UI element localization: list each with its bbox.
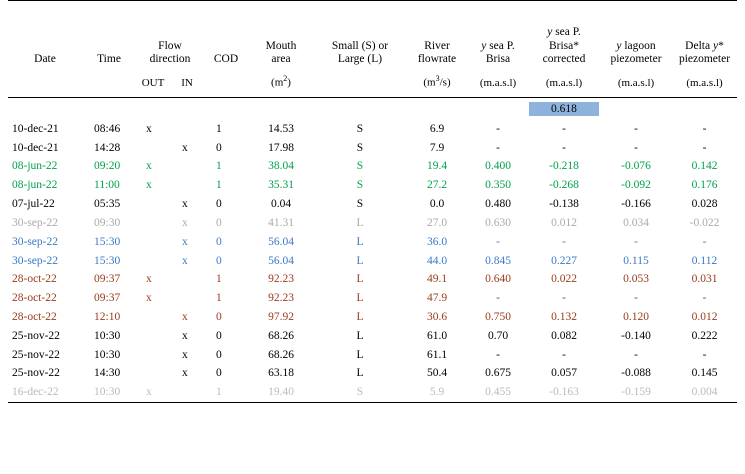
cell-flow-out: x bbox=[146, 292, 152, 305]
cell-y-sea-brisa: - bbox=[496, 141, 500, 154]
cell-y-lagoon: - bbox=[634, 348, 638, 361]
cell-y-sea-brisa: - bbox=[496, 348, 500, 361]
cell-y-sea-brisa: 0.480 bbox=[485, 198, 511, 211]
cell-date: 30-sep-22 bbox=[12, 235, 58, 248]
cell-cod: 1 bbox=[216, 292, 222, 305]
cell-flow-out: x bbox=[146, 179, 152, 192]
cell-river-flowrate: 49.1 bbox=[426, 273, 448, 286]
header-in: IN bbox=[181, 76, 193, 89]
cell-date: 25-nov-22 bbox=[12, 348, 60, 361]
unit-river-flowrate: $(m^3/s)$ bbox=[423, 74, 451, 89]
table-row bbox=[8, 157, 737, 176]
cell-mouth-area: 19.40 bbox=[268, 386, 294, 399]
cell-mouth-area: 68.26 bbox=[268, 348, 294, 361]
cell-mouth-area: 0.04 bbox=[270, 198, 292, 211]
cell-y-lagoon: - bbox=[634, 292, 638, 305]
cell-flow-out bbox=[136, 364, 170, 383]
cell-flow-out bbox=[136, 214, 170, 233]
cell-mouth-area: 38.04 bbox=[268, 160, 294, 173]
cell-cod: 0 bbox=[216, 348, 222, 361]
cell-y-sea-brisa: - bbox=[496, 122, 500, 135]
cell-size: S bbox=[356, 386, 364, 399]
cell-delta-y: 0.028 bbox=[691, 198, 718, 211]
table-row bbox=[8, 195, 737, 214]
cell-y-sea-brisa: 0.845 bbox=[485, 254, 511, 267]
cell-time: 09:30 bbox=[94, 216, 121, 229]
cell-delta-y: 0.112 bbox=[691, 254, 718, 267]
table-row bbox=[8, 120, 737, 139]
cell-cod: 0 bbox=[216, 141, 222, 154]
table-row bbox=[8, 176, 737, 195]
cell-y-lagoon: 0.115 bbox=[623, 254, 649, 267]
cell-cod: 1 bbox=[216, 122, 222, 135]
cell-y-sea-brisa-corrected: - bbox=[562, 348, 566, 361]
cell-y-lagoon: - bbox=[634, 235, 638, 248]
cell-y-lagoon: -0.092 bbox=[621, 179, 651, 192]
cell-cod: 0 bbox=[216, 235, 222, 248]
cell-flow-out: x bbox=[146, 160, 152, 173]
cell-size: L bbox=[356, 292, 364, 305]
cell-y-sea-brisa: 0.400 bbox=[485, 160, 511, 173]
cell-time: 09:37 bbox=[94, 273, 121, 286]
cell-mouth-area: 56.04 bbox=[268, 235, 294, 248]
cell-mouth-area: 68.26 bbox=[268, 329, 294, 342]
cell-y-lagoon: - bbox=[634, 122, 638, 135]
cell-flow-in: x bbox=[182, 329, 188, 342]
cell-time: 05:35 bbox=[94, 198, 121, 211]
cell-date: 10-dec-21 bbox=[12, 122, 59, 135]
cell-flow-in: x bbox=[182, 235, 188, 248]
cell-river-flowrate: 36.0 bbox=[426, 235, 448, 248]
cell-cod: 1 bbox=[216, 179, 222, 192]
cell-y-sea-brisa: 0.750 bbox=[485, 311, 511, 323]
cell-river-flowrate: 47.9 bbox=[426, 292, 448, 305]
cell-flow-in: x bbox=[182, 348, 188, 361]
table-row bbox=[8, 346, 737, 365]
cell-flow-out bbox=[136, 251, 170, 270]
cell-delta-y: 0.222 bbox=[691, 329, 718, 342]
cell-river-flowrate: 5.9 bbox=[429, 386, 445, 399]
cell-flow-out bbox=[136, 195, 170, 214]
cell-y-lagoon: 0.034 bbox=[623, 216, 649, 229]
cell-delta-y: - bbox=[702, 141, 707, 154]
cell-flow-in bbox=[170, 157, 204, 176]
cell-size: L bbox=[356, 367, 364, 380]
cell-size: S bbox=[356, 122, 364, 135]
cell-flow-in bbox=[170, 176, 204, 195]
cell-size: L bbox=[356, 329, 364, 342]
header-highlight-row bbox=[8, 97, 737, 120]
cell-y-sea-brisa-corrected: - bbox=[562, 122, 566, 135]
cell-delta-y: 0.012 bbox=[691, 311, 718, 323]
cell-delta-y: - bbox=[702, 235, 707, 248]
header-mouth-area: Mouth area bbox=[248, 1, 314, 70]
cell-y-sea-brisa-corrected: 0.022 bbox=[551, 273, 577, 286]
cell-delta-y: 0.142 bbox=[691, 160, 718, 173]
cell-y-lagoon: -0.166 bbox=[621, 198, 651, 211]
measurements-table bbox=[8, 0, 737, 402]
table-row bbox=[8, 308, 737, 327]
cell-cod: 0 bbox=[216, 329, 222, 342]
unit-date bbox=[8, 69, 82, 97]
header-y-sea-brisa-corrected: y sea P. Brisa* corrected bbox=[528, 1, 600, 70]
header-out: OUT bbox=[141, 76, 165, 89]
cell-date: 25-nov-22 bbox=[12, 367, 60, 380]
header-delta-y-piezometer: Delta y* piezometer bbox=[672, 1, 737, 70]
cell-y-sea-brisa-corrected: -0.268 bbox=[549, 179, 579, 192]
cell-y-sea-brisa: 0.630 bbox=[485, 216, 511, 229]
cell-y-sea-brisa: 0.455 bbox=[485, 386, 511, 399]
cell-size: L bbox=[356, 311, 364, 323]
cell-date: 10-dec-21 bbox=[12, 141, 59, 154]
table-body bbox=[8, 120, 737, 402]
cell-time: 08:46 bbox=[94, 122, 121, 135]
cell-y-sea-brisa-corrected: 0.012 bbox=[551, 216, 577, 229]
cell-river-flowrate: 44.0 bbox=[426, 254, 448, 267]
cell-flow-in: x bbox=[182, 367, 188, 380]
cell-date: 28-oct-22 bbox=[12, 292, 57, 305]
cell-flow-in bbox=[170, 120, 204, 139]
cell-river-flowrate: 6.9 bbox=[429, 122, 445, 135]
unit-y-lagoon: (m.a.s.l) bbox=[617, 76, 655, 89]
cell-flow-in: x bbox=[182, 311, 188, 323]
header-flow-direction: Flow direction bbox=[136, 1, 204, 70]
cell-time: 10:30 bbox=[94, 348, 121, 361]
table-row bbox=[8, 270, 737, 289]
cell-size: S bbox=[356, 160, 364, 173]
cell-date: 08-jun-22 bbox=[12, 160, 58, 173]
cell-flow-out bbox=[136, 327, 170, 346]
cell-flow-out: x bbox=[146, 386, 152, 399]
table-row bbox=[8, 138, 737, 157]
cell-y-lagoon: -0.076 bbox=[621, 160, 651, 173]
cell-date: 08-jun-22 bbox=[12, 179, 58, 192]
unit-mouth-area: $(m^2)$ bbox=[271, 74, 291, 89]
cell-flow-out: x bbox=[146, 122, 152, 135]
cell-time: 10:30 bbox=[94, 329, 121, 342]
cell-cod: 1 bbox=[216, 273, 222, 286]
cell-date: 30-sep-22 bbox=[12, 216, 58, 229]
header-river-flowrate: River flowrate bbox=[406, 1, 468, 70]
cell-size: L bbox=[356, 235, 364, 248]
cell-date: 25-nov-22 bbox=[12, 329, 60, 342]
cell-y-sea-brisa: 0.675 bbox=[485, 367, 511, 380]
cell-river-flowrate: 7.9 bbox=[429, 141, 445, 154]
cell-mouth-area: 14.53 bbox=[268, 122, 294, 135]
table-header bbox=[8, 1, 737, 120]
cell-y-lagoon: -0.088 bbox=[621, 367, 651, 380]
cell-delta-y: - bbox=[702, 292, 707, 305]
cell-delta-y: - bbox=[702, 122, 707, 135]
cell-river-flowrate: 19.4 bbox=[426, 160, 448, 173]
unit-y-sea-brisa-corrected: (m.a.s.l) bbox=[545, 76, 583, 89]
cell-time: 10:30 bbox=[94, 386, 121, 399]
cell-y-sea-brisa-corrected: 0.132 bbox=[551, 311, 577, 323]
cell-y-lagoon: - bbox=[634, 141, 638, 154]
cell-cod: 0 bbox=[216, 367, 222, 380]
cell-flow-in bbox=[170, 383, 204, 402]
cell-river-flowrate: 27.0 bbox=[426, 216, 448, 229]
table-row bbox=[8, 364, 737, 383]
header-time: Time bbox=[82, 1, 136, 70]
cell-flow-out bbox=[136, 346, 170, 365]
cell-size: S bbox=[356, 198, 364, 211]
highlight-cell bbox=[528, 97, 600, 120]
cell-flow-out: x bbox=[146, 273, 152, 286]
header-size: Small (S) or Large (L) bbox=[314, 1, 406, 70]
cell-size: S bbox=[356, 141, 364, 154]
cell-time: 11:00 bbox=[94, 179, 120, 192]
cell-cod: 0 bbox=[216, 216, 222, 229]
table-row bbox=[8, 251, 737, 270]
cell-flow-in bbox=[170, 270, 204, 289]
cell-cod: 0 bbox=[216, 198, 222, 211]
header-cod: COD bbox=[204, 1, 248, 70]
cell-y-sea-brisa: 0.640 bbox=[485, 273, 511, 286]
cell-y-sea-brisa: 0.70 bbox=[487, 329, 509, 342]
cell-y-sea-brisa-corrected: 0.057 bbox=[551, 367, 577, 380]
cell-mouth-area: 56.04 bbox=[268, 254, 294, 267]
table-bottom-rule bbox=[8, 402, 737, 403]
cell-river-flowrate: 27.2 bbox=[426, 179, 448, 192]
cell-flow-in bbox=[170, 289, 204, 308]
cell-flow-out bbox=[136, 233, 170, 252]
cell-delta-y: -0.022 bbox=[689, 216, 720, 229]
cell-mouth-area: 97.92 bbox=[268, 311, 294, 323]
cell-y-sea-brisa-corrected: - bbox=[562, 141, 566, 154]
cell-time: 15:30 bbox=[94, 254, 121, 267]
cell-time: 09:37 bbox=[94, 292, 121, 305]
cell-cod: 1 bbox=[216, 386, 222, 399]
cell-time: 14:28 bbox=[94, 141, 121, 154]
cell-flow-in: x bbox=[182, 254, 188, 267]
cell-y-sea-brisa: - bbox=[496, 235, 500, 248]
cell-size: L bbox=[356, 254, 364, 267]
cell-size: L bbox=[356, 216, 364, 229]
header-date: Date bbox=[8, 1, 82, 70]
cell-flow-in: x bbox=[182, 198, 188, 211]
cell-delta-y: - bbox=[702, 348, 707, 361]
cell-flow-out bbox=[136, 308, 170, 327]
cell-y-lagoon: 0.120 bbox=[623, 311, 649, 323]
cell-y-sea-brisa-corrected: - bbox=[562, 292, 566, 305]
cell-y-sea-brisa-corrected: -0.218 bbox=[549, 160, 579, 173]
unit-y-sea-brisa: (m.a.s.l) bbox=[479, 76, 517, 89]
unit-size bbox=[314, 69, 406, 97]
cell-river-flowrate: 30.6 bbox=[426, 311, 448, 323]
highlight-value: 0.618 bbox=[529, 102, 599, 116]
header-row-units bbox=[8, 69, 737, 97]
cell-mouth-area: 35.31 bbox=[268, 179, 294, 192]
cell-mouth-area: 17.98 bbox=[268, 141, 294, 154]
cell-y-lagoon: -0.159 bbox=[621, 386, 651, 399]
table-row bbox=[8, 233, 737, 252]
cell-size: L bbox=[356, 348, 364, 361]
cell-river-flowrate: 61.1 bbox=[426, 348, 448, 361]
cell-river-flowrate: 61.0 bbox=[426, 329, 448, 342]
cell-cod: 1 bbox=[216, 160, 222, 173]
cell-river-flowrate: 0.0 bbox=[429, 198, 445, 211]
cell-mouth-area: 92.23 bbox=[268, 292, 294, 305]
cell-date: 16-dec-22 bbox=[12, 386, 59, 399]
unit-delta-y: (m.a.s.l) bbox=[686, 76, 723, 89]
cell-y-sea-brisa-corrected: 0.227 bbox=[551, 254, 577, 267]
cell-time: 12:10 bbox=[94, 311, 121, 323]
cell-y-lagoon: -0.140 bbox=[621, 329, 651, 342]
cell-delta-y: 0.031 bbox=[691, 273, 718, 286]
header-y-sea-brisa: y sea P. Brisa bbox=[468, 1, 528, 70]
cell-date: 07-jul-22 bbox=[12, 198, 55, 211]
table-row bbox=[8, 383, 737, 402]
cell-mouth-area: 63.18 bbox=[268, 367, 294, 380]
cell-y-sea-brisa-corrected: -0.138 bbox=[549, 198, 579, 211]
cell-y-sea-brisa-corrected: 0.082 bbox=[551, 329, 577, 342]
cell-time: 14:30 bbox=[94, 367, 121, 380]
table-row bbox=[8, 289, 737, 308]
cell-delta-y: 0.176 bbox=[691, 179, 718, 192]
cell-y-sea-brisa: - bbox=[496, 292, 500, 305]
cell-y-sea-brisa-corrected: -0.163 bbox=[549, 386, 579, 399]
cell-time: 15:30 bbox=[94, 235, 121, 248]
unit-cod bbox=[204, 69, 248, 97]
cell-time: 09:20 bbox=[94, 160, 121, 173]
cell-cod: 0 bbox=[216, 254, 222, 267]
cell-flow-in: x bbox=[182, 141, 188, 154]
cell-y-sea-brisa-corrected: - bbox=[562, 235, 566, 248]
header-y-lagoon-piezometer: y lagoon piezometer bbox=[600, 1, 672, 70]
cell-date: 28-oct-22 bbox=[12, 311, 57, 323]
table-row bbox=[8, 327, 737, 346]
cell-mouth-area: 41.31 bbox=[268, 216, 294, 229]
cell-date: 30-sep-22 bbox=[12, 254, 58, 267]
cell-river-flowrate: 50.4 bbox=[426, 367, 448, 380]
cell-size: S bbox=[356, 179, 364, 192]
cell-cod: 0 bbox=[216, 311, 222, 323]
cell-delta-y: 0.145 bbox=[691, 367, 718, 380]
cell-y-sea-brisa: 0.350 bbox=[485, 179, 511, 192]
cell-y-lagoon: 0.053 bbox=[623, 273, 649, 286]
cell-flow-out bbox=[136, 138, 170, 157]
cell-mouth-area: 92.23 bbox=[268, 273, 294, 286]
cell-date: 28-oct-22 bbox=[12, 273, 57, 286]
cell-delta-y: 0.004 bbox=[691, 386, 718, 399]
unit-time bbox=[82, 69, 136, 97]
cell-size: L bbox=[356, 273, 364, 286]
table-row bbox=[8, 214, 737, 233]
cell-flow-in: x bbox=[182, 216, 188, 229]
header-row-main bbox=[8, 1, 737, 70]
